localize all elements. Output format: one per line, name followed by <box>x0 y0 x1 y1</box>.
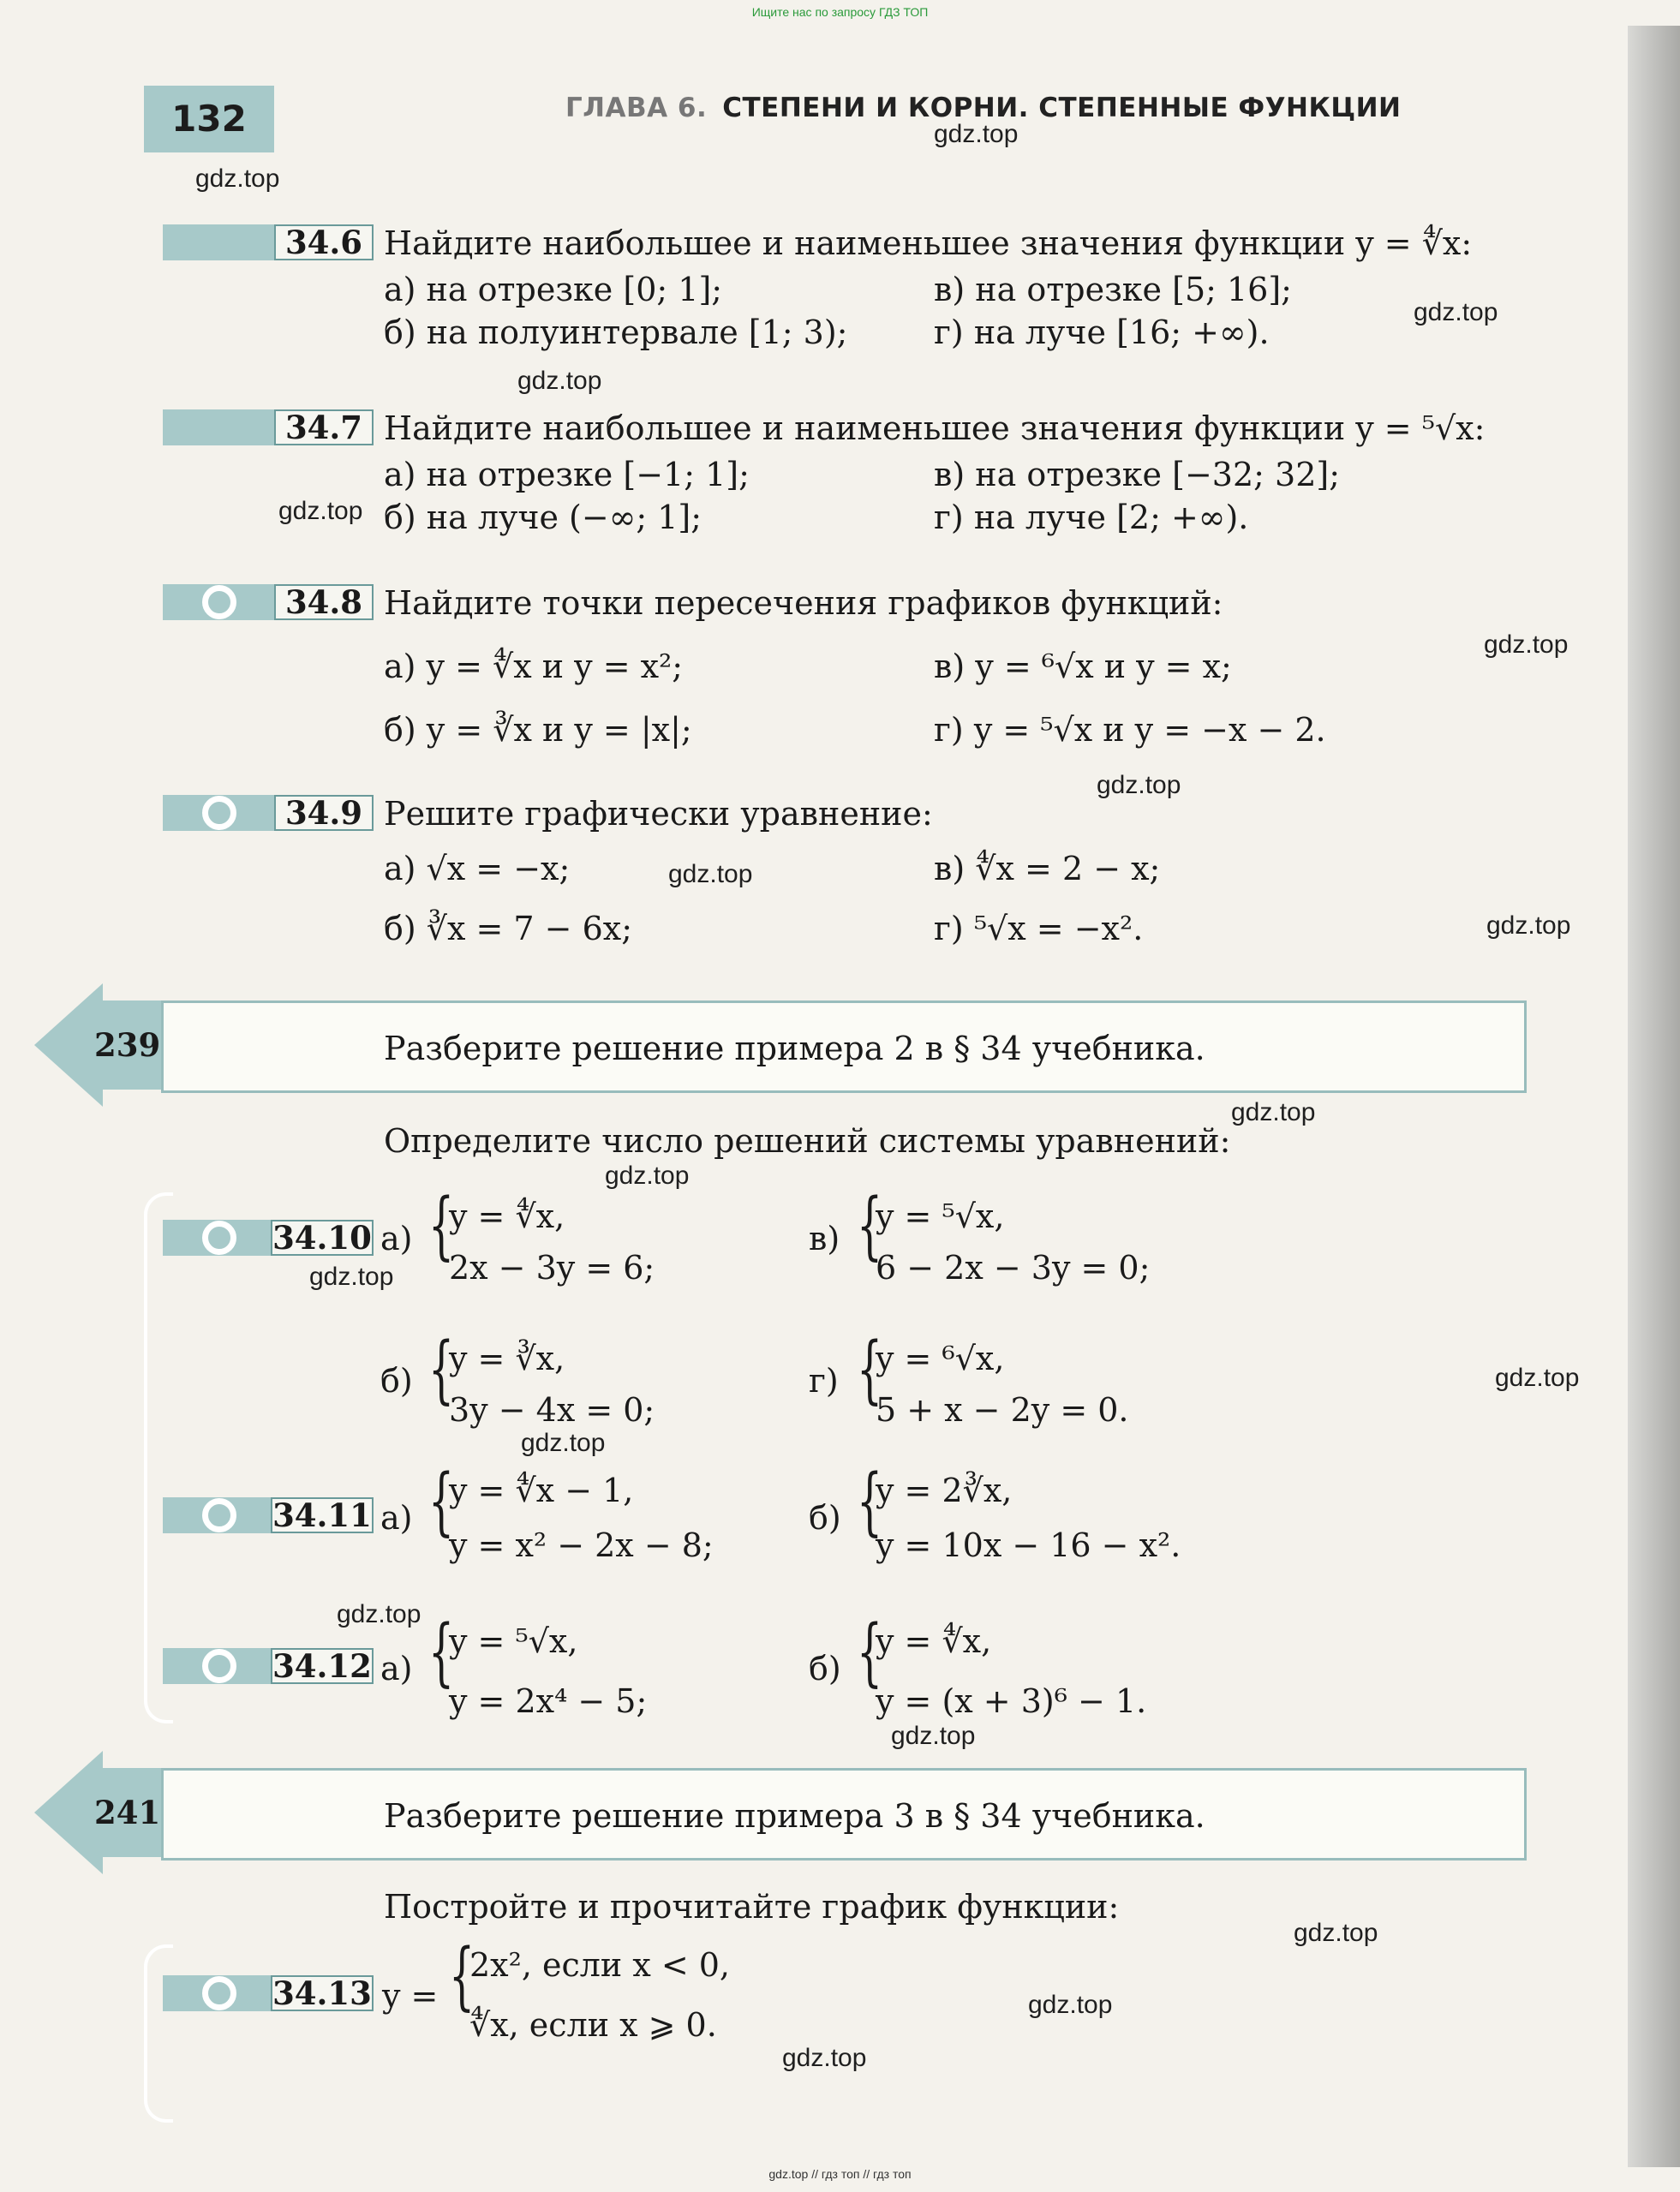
problem-item: г) на луче [2; +∞). <box>934 499 1249 536</box>
problem-number: 34.8 <box>274 584 374 620</box>
system-brace: { <box>428 1459 455 1544</box>
problem-text: Найдите наибольшее и наименьшее значения функции y = ∜x: <box>384 224 1473 262</box>
watermark: gdz.top <box>517 367 602 395</box>
section-intro: Определите число решений системы уравнений: <box>384 1122 1231 1160</box>
equation: 6 − 2x − 3y = 0; <box>876 1249 1151 1287</box>
function-lhs: y = <box>382 1977 439 2015</box>
top-note: Ищите нас по запросу ГДЗ ТОП <box>751 5 929 19</box>
system-brace: { <box>428 1183 455 1269</box>
problem-item: а) √x = −x; <box>384 850 571 887</box>
chapter-label: ГЛАВА 6. <box>565 93 708 123</box>
system-brace: { <box>428 1327 455 1413</box>
problem-item: в) на отрезке [5; 16]; <box>934 271 1292 308</box>
exercise-group-bracket <box>144 1192 173 1723</box>
difficulty-circle-icon <box>202 796 236 830</box>
equation: y = 2∛x, <box>876 1472 1013 1509</box>
problem-item: в) на отрезке [−32; 32]; <box>934 456 1340 493</box>
problem-number: 34.10 <box>271 1220 374 1256</box>
equation: y = (x + 3)⁶ − 1. <box>876 1682 1147 1720</box>
section-intro: Постройте и прочитайте график функции: <box>384 1888 1120 1926</box>
watermark: gdz.top <box>1028 1991 1113 2019</box>
watermark: gdz.top <box>1294 1919 1378 1947</box>
watermark: gdz.top <box>1414 298 1498 326</box>
watermark: gdz.top <box>1495 1364 1580 1392</box>
problem-item: г) ⁵√x = −x². <box>934 910 1144 947</box>
system-brace: { <box>857 1459 883 1544</box>
problem-number: 34.6 <box>274 224 374 260</box>
problem-item: г) y = ⁵√x и y = −x − 2. <box>934 711 1326 749</box>
item-label: г) <box>809 1362 839 1400</box>
bottom-note: gdz.top // гдз топ // гдз топ <box>768 2167 912 2181</box>
reference-arrow-icon <box>34 1751 103 1874</box>
piecewise-case: 2x², если x < 0, <box>469 1946 730 1984</box>
equation: 3y − 4x = 0; <box>449 1391 655 1429</box>
watermark: gdz.top <box>309 1263 394 1291</box>
watermark: gdz.top <box>1097 771 1181 799</box>
watermark: gdz.top <box>337 1600 421 1628</box>
reference-text: Разберите решение примера 3 в § 34 учебника. <box>384 1797 1205 1835</box>
watermark: gdz.top <box>782 2044 867 2072</box>
watermark: gdz.top <box>1486 911 1571 940</box>
equation: y = ∜x − 1, <box>449 1472 634 1509</box>
problem-item: а) на отрезке [−1; 1]; <box>384 456 750 493</box>
watermark: gdz.top <box>195 164 280 193</box>
problem-item: б) y = ∛x и y = |x|; <box>384 711 692 749</box>
system-brace: { <box>428 1610 455 1695</box>
watermark: gdz.top <box>668 860 753 888</box>
exercise-group-bracket <box>144 1944 173 2123</box>
system-brace: { <box>857 1183 883 1269</box>
watermark: gdz.top <box>1231 1098 1316 1126</box>
problem-number: 34.11 <box>271 1497 374 1533</box>
reference-number: 241 <box>94 1794 161 1831</box>
chapter-title: СТЕПЕНИ И КОРНИ. СТЕПЕННЫЕ ФУНКЦИИ <box>722 93 1402 123</box>
reference-number: 239 <box>94 1026 161 1064</box>
problem-number: 34.9 <box>274 795 374 831</box>
watermark: gdz.top <box>278 497 363 525</box>
equation: y = ∜x, <box>449 1198 565 1235</box>
reference-text: Разберите решение примера 2 в § 34 учебника. <box>384 1030 1205 1067</box>
watermark: gdz.top <box>891 1722 976 1750</box>
reference-arrow-icon <box>34 983 103 1107</box>
chapter-header <box>565 93 1402 123</box>
problem-item: б) на луче (−∞; 1]; <box>384 499 702 536</box>
equation: y = ∜x, <box>876 1622 992 1660</box>
item-label: в) <box>809 1220 840 1257</box>
item-label: а) <box>380 1499 413 1537</box>
watermark: gdz.top <box>521 1429 606 1457</box>
problem-item: г) на луче [16; +∞). <box>934 314 1270 351</box>
system-brace: { <box>857 1327 883 1413</box>
difficulty-circle-icon <box>202 1976 236 2010</box>
equation: y = ∛x, <box>449 1340 565 1377</box>
piecewise-brace: { <box>449 1933 475 2019</box>
problem-item: в) ∜x = 2 − x; <box>934 850 1161 887</box>
problem-text: Найдите точки пересечения графиков функций: <box>384 584 1223 622</box>
item-label: а) <box>380 1220 413 1257</box>
problem-item: а) на отрезке [0; 1]; <box>384 271 723 308</box>
system-brace: { <box>857 1610 883 1695</box>
problem-number: 34.12 <box>271 1648 374 1684</box>
problem-text: Найдите наибольшее и наименьшее значения функции y = ⁵√x: <box>384 409 1486 447</box>
difficulty-circle-icon <box>202 1498 236 1532</box>
item-label: а) <box>380 1650 413 1687</box>
equation: 5 + x − 2y = 0. <box>876 1391 1129 1429</box>
equation: y = ⁵√x, <box>449 1622 578 1660</box>
equation: y = 10x − 16 − x². <box>876 1526 1181 1564</box>
equation: 2x − 3y = 6; <box>449 1249 655 1287</box>
item-label: б) <box>809 1499 841 1537</box>
page-edge-shadow <box>1628 26 1680 2167</box>
page-number: 132 <box>144 86 274 152</box>
problem-item: б) ∛x = 7 − 6x; <box>384 910 633 947</box>
difficulty-circle-icon <box>202 1649 236 1683</box>
equation: y = ⁵√x, <box>876 1198 1005 1235</box>
problem-item: а) y = ∜x и y = x²; <box>384 648 684 685</box>
difficulty-circle-icon <box>202 585 236 619</box>
watermark: gdz.top <box>934 120 1019 148</box>
equation: y = ⁶√x, <box>876 1340 1005 1377</box>
item-label: б) <box>809 1650 841 1687</box>
problem-number: 34.7 <box>274 409 374 445</box>
equation: y = 2x⁴ − 5; <box>449 1682 648 1720</box>
item-label: б) <box>380 1362 413 1400</box>
piecewise-case: ∜x, если x ⩾ 0. <box>469 2006 717 2044</box>
difficulty-circle-icon <box>202 1221 236 1255</box>
problem-item: в) y = ⁶√x и y = x; <box>934 648 1232 685</box>
equation: y = x² − 2x − 8; <box>449 1526 714 1564</box>
problem-number: 34.13 <box>271 1975 374 2011</box>
problem-text: Решите графически уравнение: <box>384 795 933 833</box>
watermark: gdz.top <box>605 1162 690 1190</box>
watermark: gdz.top <box>1484 630 1569 659</box>
problem-item: б) на полуинтервале [1; 3); <box>384 314 848 351</box>
